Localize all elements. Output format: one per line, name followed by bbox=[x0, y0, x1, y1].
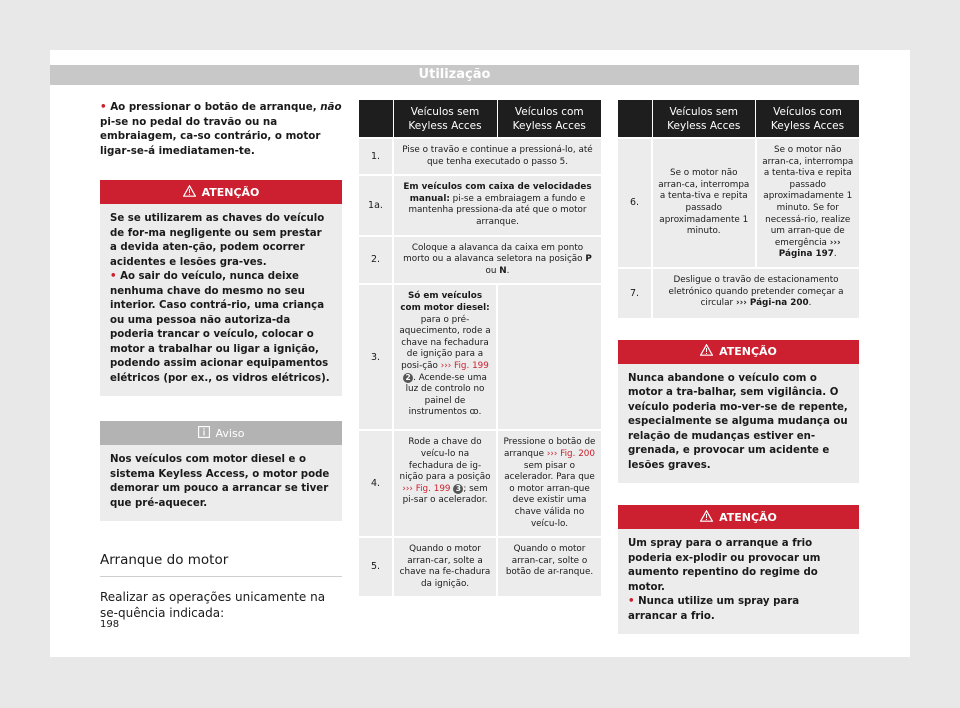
step-text-part: ou bbox=[485, 265, 500, 276]
warning-title: ATENÇÃO bbox=[719, 510, 777, 524]
step-text-end: . bbox=[833, 249, 837, 260]
warning-triangle-icon bbox=[183, 185, 196, 200]
step-text-end: . bbox=[506, 265, 510, 276]
step-number: 1a. bbox=[359, 175, 393, 235]
page-reference-link[interactable]: ››› Página 197 bbox=[778, 237, 841, 260]
step-text-left: Se o motor não arran-ca, interrompa a tenta-tiva e repita passado aproximadamente 1 minuto. bbox=[652, 138, 756, 268]
warning-bullet-text: Nunca utilize um spray para arrancar a frio. bbox=[628, 596, 800, 622]
steps-table bbox=[359, 100, 601, 596]
notice-text: Nos veículos com motor diesel e o sistema Keyless Access, o motor pode demorar um pouco a arrancar se tiver que pré-aquecer. bbox=[110, 454, 330, 509]
warning-body bbox=[100, 204, 342, 396]
step-text bbox=[393, 175, 601, 235]
gear-n-label: N bbox=[499, 265, 507, 276]
warning-box bbox=[618, 340, 859, 484]
step-number: 2. bbox=[359, 236, 393, 285]
step-number: 7. bbox=[618, 268, 652, 318]
callout-number-icon: 3 bbox=[453, 484, 463, 494]
table-row bbox=[359, 284, 601, 430]
intro-emphasis: não bbox=[320, 101, 342, 113]
notice-title: Aviso bbox=[215, 426, 245, 440]
step-text-part: para o pré-aquecimento, rode a chave na fechadura de ignição para a posi-ção bbox=[399, 314, 491, 371]
table-header-cell: Veículos com Keyless Acces bbox=[756, 100, 860, 138]
step-number: 5. bbox=[359, 537, 393, 596]
step-text-left: Quando o motor arran-car, solte a chave na fe-chadura da ignição. bbox=[393, 537, 497, 596]
warning-body bbox=[618, 529, 859, 634]
body-text: Realizar as operações unicamente na se-quência indicada: bbox=[100, 590, 326, 620]
step-text-end: . bbox=[478, 407, 482, 418]
warning-triangle-icon bbox=[700, 344, 713, 359]
step-text-part: Desligue o travão de estacionamento eletrónico quando pretender começar a circular bbox=[668, 274, 844, 309]
page-number: 198 bbox=[100, 619, 120, 630]
warning-body bbox=[618, 364, 859, 484]
table-header-cell: Veículos com Keyless Acces bbox=[497, 100, 601, 138]
preheat-lamp-icon: ꝏ bbox=[469, 407, 479, 418]
step-text: Pise o travão e continue a pressioná-lo, até que tenha executado o passo 5. bbox=[393, 138, 601, 175]
table-row bbox=[359, 138, 601, 175]
step-text-left bbox=[393, 284, 497, 430]
table-row bbox=[359, 236, 601, 285]
warning-bullet bbox=[110, 270, 332, 386]
right-column bbox=[618, 100, 859, 634]
step-text-right bbox=[497, 284, 601, 430]
step-number: 6. bbox=[618, 138, 652, 268]
notice-header bbox=[100, 421, 342, 445]
table-header-cell: Veículos sem Keyless Acces bbox=[393, 100, 497, 138]
warning-title: ATENÇÃO bbox=[719, 345, 777, 359]
step-number: 4. bbox=[359, 430, 393, 537]
warning-triangle-icon bbox=[700, 510, 713, 525]
bullet-dot: • bbox=[100, 101, 107, 113]
step-text-part: Se o motor não arran-ca, interrompa a tenta-tiva e repita passado aproximadamente 1 minuto. Se for necessá-rio, realize um arran-que de emergência bbox=[762, 145, 854, 248]
notice-body bbox=[100, 445, 342, 521]
gear-p-label: P bbox=[585, 254, 592, 265]
page-reference-link[interactable]: ››› Pági-na 200 bbox=[735, 298, 809, 309]
intro-bullet bbox=[100, 100, 342, 158]
table-row bbox=[618, 138, 859, 268]
step-text-part: Coloque a alavanca da caixa em ponto morto ou a alavanca seletora na posição bbox=[403, 242, 586, 265]
warning-header bbox=[100, 180, 342, 204]
step-text bbox=[652, 268, 859, 318]
warning-paragraph: Se se utilizarem as chaves do veículo de for-ma negligente ou sem prestar a devida aten-ção, podem ocorrer acidentes e lesões gra-ves. bbox=[110, 213, 325, 268]
info-icon bbox=[198, 426, 210, 441]
warning-box bbox=[618, 505, 859, 634]
intro-text: Ao pressionar o botão de arranque, bbox=[110, 101, 321, 113]
table-header-row bbox=[618, 100, 859, 138]
intro-text-end: pi-se no pedal do travão ou na embraiagem, ca-so contrário, o motor ligar-se-á imediatamen-te. bbox=[100, 115, 321, 157]
table-header-empty bbox=[359, 100, 393, 138]
figure-reference-link[interactable]: ››› Fig. 199 bbox=[402, 483, 451, 494]
step-text-left bbox=[393, 430, 497, 537]
step-text-rest: pi-se a embraiagem a fundo e mantenha pressiona-da até que o motor arranque. bbox=[408, 193, 587, 227]
warning-header bbox=[618, 340, 859, 364]
step-text-part: Pressione o botão de arranque bbox=[503, 437, 596, 459]
step-number: 3. bbox=[359, 284, 393, 430]
steps-table-column bbox=[359, 100, 601, 596]
callout-number-icon: 2 bbox=[403, 373, 413, 383]
warning-bullet bbox=[628, 595, 849, 624]
warning-bullet-text: Ao sair do veículo, nunca deixe nenhuma chave do mesmo no seu interior. Caso contrá-rio, uma criança ou uma pessoa não autoriza-da poderia trancar o veículo, colocar o motor a trabalhar ou ligar a ignição, podendo assim acionar equipamentos elétricos (por ex., os vidros elétricos). bbox=[110, 271, 330, 384]
table-row bbox=[359, 537, 601, 596]
table-row bbox=[359, 430, 601, 537]
step-text-end: sem pisar o acelerador. Para que o motor arran-que deve existir uma chave válida no veícu-lo. bbox=[504, 460, 595, 529]
page-header: Utilização bbox=[50, 65, 859, 85]
warning-box bbox=[100, 180, 342, 396]
figure-reference-link[interactable]: ››› Fig. 199 bbox=[440, 360, 489, 371]
bullet-dot: • bbox=[110, 271, 121, 282]
warning-header bbox=[618, 505, 859, 529]
warning-text: Nunca abandone o veículo com o motor a tra-balhar, sem vigilância. O veículo poderia mo-ver-se de repente, especialmente se alguma mudança ou relação de mudanças estiver en-grenada, e provocar um acidente e lesões graves. bbox=[628, 372, 848, 471]
step-text-bold: Em veículos com caixa de velocidades manual: bbox=[403, 182, 592, 204]
table-header-cell: Veículos sem Keyless Acces bbox=[652, 100, 756, 138]
warning-title: ATENÇÃO bbox=[201, 185, 260, 199]
step-text-right bbox=[497, 430, 601, 537]
step-number: 1. bbox=[359, 138, 393, 175]
step-text-right bbox=[756, 138, 860, 268]
steps-table-continued bbox=[618, 100, 859, 318]
bullet-dot: • bbox=[628, 596, 639, 608]
step-text-part: . Acende-se uma luz de controlo no painel de instrumentos bbox=[405, 372, 487, 418]
figure-reference-link[interactable]: ››› Fig. 200 bbox=[546, 448, 595, 459]
step-text-right: Quando o motor arran-car, solte o botão de ar-ranque. bbox=[497, 537, 601, 596]
table-row bbox=[618, 268, 859, 318]
step-text bbox=[393, 236, 601, 285]
table-header-empty bbox=[618, 100, 652, 138]
step-text-bold: Só em veículos com motor diesel: bbox=[400, 291, 490, 313]
notice-box bbox=[100, 421, 342, 521]
table-header-row bbox=[359, 100, 601, 138]
step-text-end: ; sem pi-sar o acelerador. bbox=[402, 483, 488, 506]
left-column bbox=[100, 100, 342, 621]
step-text-part: Rode a chave do veícu-lo na fechadura de ig-nição para a posição bbox=[399, 437, 491, 483]
step-text-end: . bbox=[808, 298, 812, 309]
table-row bbox=[359, 175, 601, 235]
warning-text: Um spray para o arranque a frio poderia ex-plodir ou provocar um aumento repentino do regime do motor. bbox=[628, 538, 821, 593]
section-title: Arranque do motor bbox=[100, 552, 342, 577]
